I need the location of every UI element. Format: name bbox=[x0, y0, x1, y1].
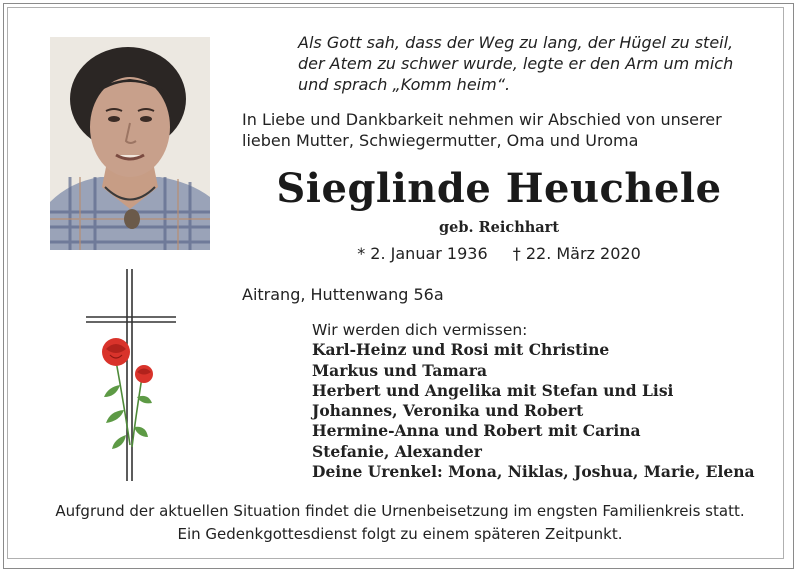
mourner-entry: Markus und Tamara bbox=[312, 360, 488, 380]
birth-name: geb. Reichhart bbox=[438, 219, 560, 236]
notice-line: Aufgrund der aktuellen Situation findet die Urnenbeisetzung im engsten Familienkreis statt. bbox=[55, 502, 745, 520]
deceased-name: Sieglinde Heuchele bbox=[276, 165, 722, 212]
notice-line: Ein Gedenkgottesdienst folgt zu einem späteren Zeitpunkt. bbox=[177, 525, 623, 543]
mourner-entry: Johannes, Veronika und Robert bbox=[312, 401, 584, 421]
cross-with-roses-icon bbox=[80, 265, 190, 485]
poem-line: der Atem zu schwer wurde, legte er den Arm um mich bbox=[298, 54, 734, 73]
mourner-entry: Stefanie, Alexander bbox=[312, 441, 482, 461]
residence: Aitrang, Huttenwang 56a bbox=[242, 285, 444, 304]
birth-date: * 2. Januar 1936 bbox=[357, 244, 488, 263]
intro-line: lieben Mutter, Schwiegermutter, Oma und Uroma bbox=[242, 131, 639, 150]
death-date: † 22. März 2020 bbox=[512, 244, 641, 263]
portrait-photo bbox=[50, 37, 210, 250]
life-dates bbox=[218, 244, 780, 263]
funeral-notice bbox=[10, 500, 790, 546]
intro-line: In Liebe und Dankbarkeit nehmen wir Abschied von unserer bbox=[242, 110, 722, 129]
poem-quote bbox=[298, 32, 768, 95]
mourners-lead: Wir werden dich vermissen: bbox=[312, 321, 528, 339]
mourners-list bbox=[312, 320, 755, 482]
mourner-entry: Deine Urenkel: Mona, Niklas, Joshua, Marie, Elena bbox=[312, 462, 755, 482]
mourner-entry: Hermine-Anna und Robert mit Carina bbox=[312, 421, 641, 441]
mourner-entry: Karl-Heinz und Rosi mit Christine bbox=[312, 340, 610, 360]
farewell-intro bbox=[242, 109, 782, 151]
poem-line: Als Gott sah, dass der Weg zu lang, der Hügel zu steil, bbox=[298, 33, 734, 52]
mourner-entry: Herbert und Angelika mit Stefan und Lisi bbox=[312, 380, 674, 400]
poem-line: und sprach „Komm heim“. bbox=[298, 75, 511, 94]
